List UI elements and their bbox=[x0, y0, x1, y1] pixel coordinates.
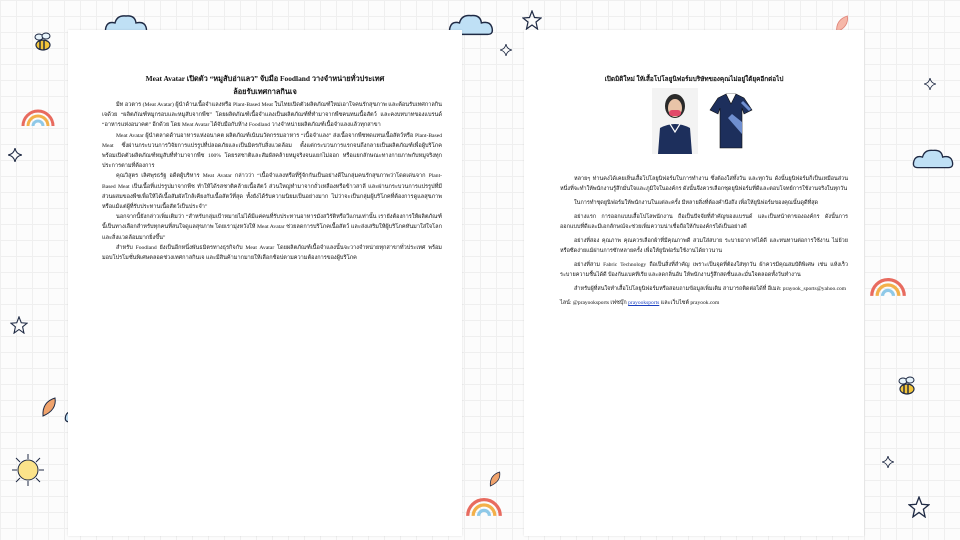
polo-shirt-photo bbox=[708, 88, 754, 154]
article-title-line-1: Meat Avatar เปิดตัว “หมูสับอ่าแลว” จับมือ Foodland วางจำหน่ายทั่วประเทศ bbox=[145, 74, 385, 83]
contact-line bbox=[560, 298, 848, 308]
contact-suffix: และเว็บไซต์ prayook.com bbox=[660, 300, 720, 306]
leaf-icon bbox=[40, 396, 58, 418]
article-paragraph: สำหรับ Foodland ยังเป็นอีกหนึ่งพันธมิตรทางธุรกิจกับ Meat Avatar โดยผลิตภัณฑ์เนื้อจำแลงนั้นจะวางจำหน่ายทุกสาขาทั่วประเทศ พร้อมมอบโปรโมชั่นพิเศษตลอดช่วงเทศกาลกินเจ และมีสินค้ามากมายให้เลือกช้อปตามความต้องการของผู้บริโภค bbox=[102, 244, 442, 262]
article-title bbox=[82, 72, 448, 98]
article-body bbox=[560, 174, 848, 312]
article-paragraph: นอกจากนี้ยังกล่าวเพิ่มเติมว่า “สำหรับกลุ่มเป้าหมายไม่ได้มีแค่คนที่รับประทานอาหารมังสวิรัติหรือวีแกนเท่านั้น เรายังต้องการให้ผลิตภัณฑ์นี้เป็นทางเลือกสำหรับทุกคนที่สนใจดูแลสุขภาพ โดยเรามุ่งหวังให้ Meat Avatar ช่วยลดการบริโภคเนื้อสัตว์ และส่งเสริมให้ผู้บริโภคหันมาใส่ใจโลกและสิ่งแวดล้อมมากยิ่งขึ้น” bbox=[102, 214, 442, 241]
article-paragraph: มีท อวตาร (Meat Avatar) ผู้นำด้านเนื้อจำแลงหรือ Plant-Based Meat ในไทยเปิดตัวผลิตภัณฑ์ใหม่เอาใจคนรักสุขภาพ และต้อนรับเทศกาลกินเจด้วย “ผลิตภัณฑ์หมูกรอบและหมูสับจากพืช” โดยผลิตภัณฑ์เนื้อจำแลงเป็นผลิตภัณฑ์ที่ทำมาจากพืชคนทนเนื้อสัตว์ และคงบทบาทของแบรนด์ “อาหารแห่งอนาคต” อีกด้วย โดย Meat Avatar ได้จับมือกับห้าง Foodland วางจำหน่ายผลิตภัณฑ์เนื้อจำแลงแล้วทุกสาขา bbox=[102, 102, 442, 129]
cloud-icon bbox=[912, 146, 956, 172]
article-paragraph: คุณวิสูตร เลิศพุรธรัฐ อดีตผู้บริหาร Meat Avatar กล่าวว่า “เนื้อจำแลงหรือที่รู้จักกันเป็นอย่างดีในกลุ่มคนรักสุขภาพว่าโดดเด่นจาก Plant-Based Meat เป็นเนื้อที่แปรรูปมาจากพืช ทำให้ได้รสชาติคล้ายเนื้อสัตว์ ส่วนใหญ่ทำมาจากถั่วเหลืองหรือข้าวสาลี และผ่านกระบวนการแปรรูปที่มีส่วนผสมของพืชเพื่อให้ได้เนื้อสัมผัสใกล้เคียงกับเนื้อสัตว์ที่สุด ทั้งยังได้รับความนิยมเป็นอย่างมาก ไม่ว่าจะเป็นกลุ่มผู้บริโภคที่ต้องการดูแลสุขภาพ หรือแม้แต่ผู้ที่รับประทานเนื้อสัตว์เป็นประจำ” bbox=[102, 173, 442, 211]
rainbow-icon bbox=[20, 104, 56, 128]
contact-prefix: ไลน์: @prayooksports เฟซบุ๊ก bbox=[560, 300, 627, 306]
star-icon bbox=[10, 316, 28, 334]
star-icon bbox=[522, 10, 542, 30]
article-paragraph: อย่างที่สาม Fabric Technology ถือเป็นสิ่งที่สำคัญ เพราะเป็นจุดที่ต้องใส่ทุกวัน ผ้าควรมีคุณสมบัติพิเศษ เช่น แห้งเร็ว ระบายความชื้นได้ดี ป้องกันแบคทีเรีย และลดกลิ่นอับ ให้พนักงานรู้สึกสดชื่นและมั่นใจตลอดทั้งวันทำงาน bbox=[560, 262, 848, 278]
star-icon bbox=[908, 496, 930, 518]
bee-icon bbox=[894, 374, 920, 398]
sparkle-icon bbox=[8, 148, 22, 162]
bee-icon bbox=[30, 30, 56, 54]
model-photo bbox=[652, 88, 698, 154]
sparkle-icon bbox=[500, 44, 512, 56]
article-paragraph: ในการทำชุดยูนิฟอร์มให้พนักงานในแต่ละครั้ง มีหลายสิ่งที่ต้องคำนึงถึง เพื่อให้ยูนิฟอร์มของคุณนั้นดูดีที่สุด bbox=[574, 200, 819, 206]
article-title-line-2: ล้อยรับเทศกาลกินเจ bbox=[233, 87, 297, 96]
rainbow-icon bbox=[464, 492, 504, 518]
article-paragraph: อย่างแรก การออกแบบเสื้อโปโลพนักงาน ถือเป็นปัจจัยที่สำคัญของแบรนด์ และเป็นหน้าตาขององค์กร ดังนั้นการออกแบบที่ดีและมีเอกลักษณ์จะช่วยเพิ่มความน่าเชื่อถือให้กับองค์กรได้เป็นอย่างดี bbox=[560, 214, 848, 230]
article-paragraph: สำหรับผู้ที่สนใจทำเสื้อโปโลยูนิฟอร์มหรือสอบถามข้อมูลเพิ่มเติม สามารถติดต่อได้ที่ อีเมล: prayook_sports@yahoo.com bbox=[574, 286, 847, 292]
sun-icon bbox=[10, 452, 46, 488]
article-paragraph: Meat Avatar ผู้นำตลาดด้านอาหารแห่งอนาคต ผลิตภัณฑ์เน้นนวัตกรรมอาหาร “เนื้อจำแลง” ส่งเนื้อจากพืชทดแทนเนื้อสัตว์หรือ Plant-Based Meat ซึ่งผ่านกระบวนการวิจัยการแปรรูปที่ปลอดภัยและเป็นมิตรกับสิ่งแวดล้อม ตั้งแต่กระบวนการแรกจนถึงกลายเป็นผลิตภัณฑ์เพื่อผู้บริโภค พร้อมเปิดตัวผลิตภัณฑ์หมูสับที่ทำมาจากพืช 100% โดยรสชาติและสัมผัสคล้ายหมูจริงจนแยกไม่ออก หรือแยกลักษณะทางกายภาพกับหมูจริงทุกประการตามที่ต้องการ bbox=[102, 132, 442, 170]
article-title: เปิดมิติใหม่ ให้เสื้อโปโลยูนิฟอร์มบริษัทของคุณไม่อยู่ใต้ยุคอีกต่อไป bbox=[604, 76, 784, 83]
leaf-icon bbox=[488, 470, 502, 488]
rainbow-icon bbox=[868, 272, 908, 298]
product-photos bbox=[652, 88, 762, 158]
article-paragraph: อย่างที่สอง คุณภาพ คุณควรเลือกผ้าที่มีคุณภาพดี สวมใส่สบาย ระบายอากาศได้ดี และทนทานต่อการใช้งาน ไม่ย้วยหรือซีดง่ายแม้ผ่านการซักหลายครั้ง เพื่อให้ยูนิฟอร์มใช้งานได้ยาวนาน bbox=[560, 238, 848, 254]
article-body bbox=[102, 100, 442, 263]
article-paragraph: หลายๆ ท่านคงได้เคยเห็นเสื้อโปโลยูนิฟอร์มในการทำงาน ซึ่งต้องใส่ทั้งวัน และทุกวัน ดังนั้นยูนิฟอร์มก็เป็นเหมือนส่วนหนึ่งที่จะทำให้พนักงานรู้สึกมั่นใจและภูมิใจในองค์กร ดังนั้นจึงควรเลือกชุดยูนิฟอร์มที่ดีและตอบโจทย์การใช้งานจริงในทุกวัน bbox=[560, 176, 848, 192]
sparkle-icon bbox=[924, 78, 936, 90]
right-document-page bbox=[524, 30, 864, 536]
sparkle-icon bbox=[882, 456, 894, 468]
facebook-link[interactable]: prayooksports bbox=[628, 300, 660, 306]
left-document-page bbox=[68, 30, 462, 536]
